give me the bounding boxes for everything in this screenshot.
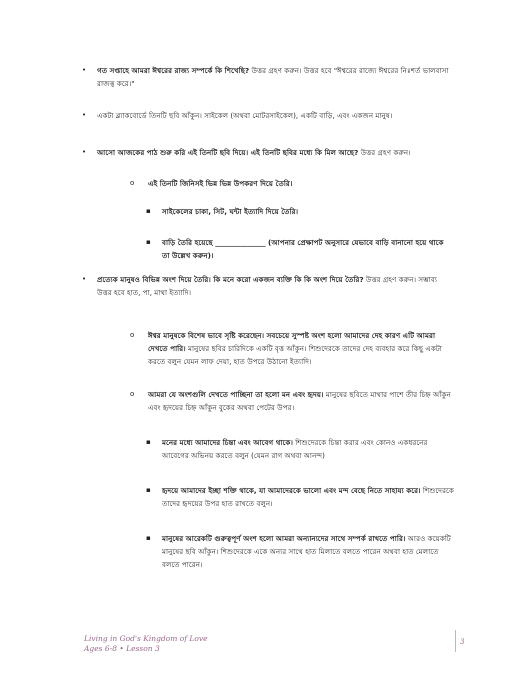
- bullet-level2: o: [130, 179, 135, 187]
- footer-title: Living in God's Kingdom of Love: [84, 634, 208, 643]
- item-text: মানুষের ছবির চারিদিকে একটি বৃত্ত আঁকুন। শিশুদেরকে তাদের দেহ ব্যবহার করে কিছু একটা করতে বলুন যেমন লাফ দেয়া, হাত উপরে উঠানো ইত্যাদি।: [148, 344, 442, 366]
- item-bold-text: মনের মধ্যে আমাদের চিন্তা এবং আবেগ থাকে।: [162, 438, 293, 447]
- list-item-thoughts-emotions: [162, 436, 454, 462]
- bullet-level3: ▪: [146, 534, 151, 542]
- bullet-level1: •: [82, 111, 87, 119]
- item-text: একটা ব্ল্যাকবোর্ডে তিনটি ছবি আঁকুন। সাইকেল (অথবা মোটরসাইকেল), একটি বাড়ি, এবং একজন মানুষ।: [97, 111, 393, 120]
- item-text: উত্তর গ্রহণ করুন। সম্ভাব্য উত্তর হবে হাত, পা, মাথা ইত্যাদি।: [97, 275, 437, 297]
- item-bold-text: প্রত্যেক মানুষও বিভিন্ন অংশ দিয়ে তৈরি। কি মনে করো একজন ব্যক্তি কি কি অংশ দিয়ে তৈরি?: [97, 275, 364, 284]
- list-item-cycle-parts: [162, 205, 452, 218]
- item-bold-text: হৃদয়ে আমাদের ইচ্ছা শক্তি থাকে, যা আমাদেরকে ভালো এবং মন্দ বেছে নিতে সাহায্য করে।: [162, 486, 421, 495]
- footer-subtitle: Ages 6-8 • Lesson 3: [84, 644, 160, 653]
- page-number: 3: [460, 638, 465, 646]
- item-text: শিশুদেরকে চিন্তা করার এবং কোনও একধরনের আবেগের অভিনয় করতে বলুন (যেমন রাগ অথবা আনন্দ): [162, 438, 428, 460]
- list-item-draw-pictures: [97, 109, 449, 122]
- item-bold-text: আমরা যে অংশগুলি দেখতে পাচ্ছিনা তা হলো মন এবং হৃদয়।: [148, 390, 324, 399]
- item-text: উত্তর গ্রহণ করুন।: [358, 148, 411, 157]
- bullet-level3: ▪: [146, 207, 151, 215]
- list-item-question-last-week: [97, 64, 449, 90]
- bullet-level3: ▪: [146, 238, 151, 246]
- page-footer: [84, 634, 208, 654]
- bullet-level2: o: [130, 331, 135, 339]
- item-text: আরও কয়েকটি মানুষের ছবি আঁকুন। শিশুদেরকে একে অন্যর সাথে হাত মিলাতে বলতে পারেন অথবা হাত মেলাতে বলতে পারেন।: [162, 534, 451, 569]
- bullet-level2: o: [130, 390, 135, 398]
- list-item-house-built: [162, 236, 452, 262]
- list-item-different-materials: [148, 177, 448, 190]
- item-bold-text: আসো আজকের পাঠ শুরু করি এই তিনটি ছবি দিয়ে। এই তিনটি ছবির মধ্যে কি মিল আছে?: [97, 148, 359, 157]
- list-item-willpower: [162, 484, 454, 510]
- bullet-level1: •: [82, 148, 87, 156]
- list-item-god-created: [148, 329, 453, 368]
- bullet-level3: ▪: [146, 486, 151, 494]
- bullet-level1: •: [82, 66, 87, 74]
- list-item-question-similarity: [97, 146, 449, 159]
- item-bold-text: বাড়ি তৈরি হয়েছে ______________ (আপনার প্রেক্ষাপট অনুসারে যেভাবে বাড়ি বানানো হয়ে থাকে তা উল্লেখ করুন)।: [162, 238, 444, 260]
- list-item-question-parts: [97, 273, 452, 299]
- footer-divider: [455, 630, 456, 652]
- item-bold-text: গত সপ্তাহে আমরা ঈশ্বরের রাজ্য সম্পর্কে কি শিখেছি?: [97, 66, 250, 75]
- item-bold-text: সাইকেলের চাকা, সিট, ঘন্টা ইত্যাদি দিয়ে তৈরি।: [162, 207, 299, 216]
- bullet-level1: •: [82, 275, 87, 283]
- list-item-relationships: [162, 532, 454, 571]
- item-text: মানুষের ছবিতে মাথার পাশে তীর চিহ্ন আঁকুন এবং হৃদয়ের চিহ্ন আঁকুন বুকের অথবা পেটের উপর।: [148, 390, 451, 412]
- item-bold-text: এই তিনটি জিনিসই ভিন্ন ভিন্ন উপকরণ দিয়ে তৈরি।: [148, 179, 293, 188]
- item-text: শিশুদেরকে তাদের হৃদয়ের উপর হাত রাখতে বলুন।: [162, 486, 454, 508]
- item-bold-text: মানুষের আরেকটি গুরুত্বপূর্ণ অংশ হলো আমরা অন্যান্যদের সাথে সম্পর্ক রাখতে পারি।: [162, 534, 406, 543]
- bullet-level3: ▪: [146, 438, 151, 446]
- item-text: উত্তর গ্রহণ করুন। উত্তর হবে "ঈশ্বরের রাজ্যে ঈশ্বরের নিঃশর্ত ভালবাসা রাজত্ব করে।": [97, 66, 449, 88]
- list-item-mind-heart: [148, 388, 453, 414]
- item-bold-text: ঈশ্বর মানুষকে বিশেষ ভাবে সৃষ্টি করেছেন। সবচেয়ে সুস্পষ্ট অংশ হলো আমাদের দেহ কারণ এটি আমরা দেখতে পারি।: [148, 331, 436, 353]
